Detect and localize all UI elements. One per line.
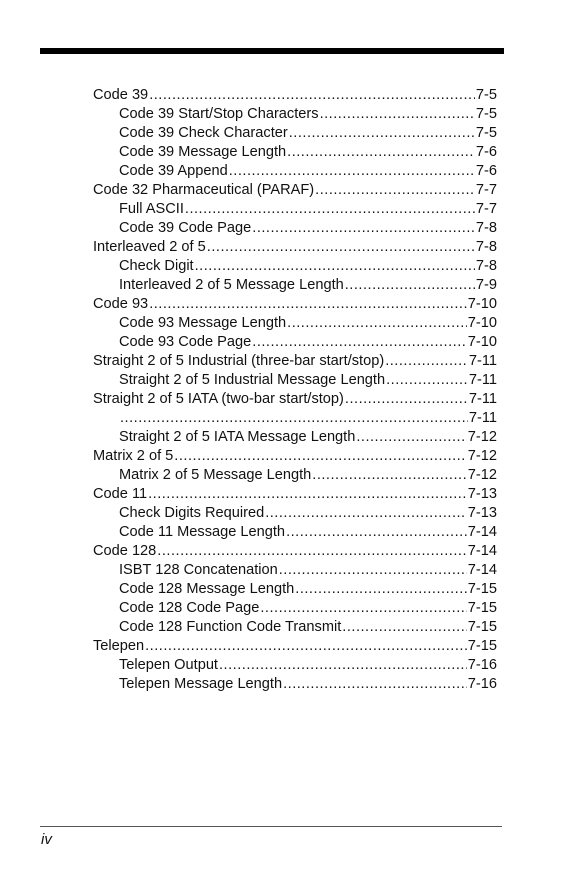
toc-entry-page: 7-16 [467,657,497,673]
toc-dot-leader [149,295,467,314]
toc-entry[interactable] [93,238,497,257]
toc-entry-title: Matrix 2 of 5 [93,448,174,464]
toc-entry-page: 7-13 [467,486,497,502]
toc-entry[interactable] [93,181,497,200]
toc-dot-leader [219,656,467,675]
toc-entry-page: 7-11 [468,391,497,407]
footer-rule [40,826,502,827]
toc-entry-title: Matrix 2 of 5 Message Length [119,467,312,483]
toc-entry[interactable] [93,105,497,124]
toc-entry-title: Code 39 [93,87,149,103]
toc-entry-page: 7-11 [468,372,497,388]
toc-dot-leader [145,637,467,656]
toc-dot-leader [295,580,467,599]
toc-entry-page: 7-14 [467,562,497,578]
toc-entry-title: Straight 2 of 5 Industrial (three-bar start/stop) [93,353,385,369]
toc-entry-title: Telepen Output [119,657,218,673]
toc-entry[interactable] [93,86,497,105]
toc-entry-page: 7-9 [475,277,497,293]
toc-dot-leader [287,143,475,162]
toc-entry[interactable] [93,276,497,295]
toc-entry-title: Straight 2 of 5 Industrial Message Length [119,372,386,388]
toc-entry-title: Code 128 [93,543,157,559]
toc-entry-page: 7-5 [475,106,497,122]
toc-entry-page: 7-15 [467,581,497,597]
toc-entry-title: Telepen Message Length [119,676,283,692]
toc-entry-page: 7-15 [467,619,497,635]
toc-dot-leader [345,390,468,409]
toc-dot-leader [345,276,475,295]
toc-entry-title: Interleaved 2 of 5 Message Length [119,277,344,293]
toc-entry-page: 7-10 [467,315,497,331]
toc-entry[interactable] [93,656,497,675]
toc-entry[interactable] [93,485,497,504]
toc-entry-page: 7-14 [467,524,497,540]
toc-entry[interactable] [93,637,497,656]
toc-entry[interactable] [93,561,497,580]
toc-entry-page: 7-5 [475,125,497,141]
toc-entry-page: 7-8 [475,220,497,236]
toc-entry[interactable] [93,428,497,447]
toc-entry-title: Straight 2 of 5 IATA Message Length [119,429,356,445]
toc-entry-title: Code 32 Pharmaceutical (PARAF) [93,182,315,198]
toc-entry[interactable] [93,333,497,352]
toc-dot-leader [279,561,467,580]
toc-entry-title: Check Digits Required [119,505,265,521]
toc-dot-leader [386,371,468,390]
toc-entry-page: 7-12 [467,448,497,464]
toc-dot-leader [289,124,475,143]
toc-entry-page: 7-15 [467,600,497,616]
toc-dot-leader [252,333,467,352]
header-rule [40,48,504,54]
toc-entry-page: 7-15 [467,638,497,654]
toc-dot-leader [356,428,466,447]
toc-dot-leader [320,105,475,124]
toc-entry[interactable] [93,352,497,371]
toc-entry[interactable] [93,466,497,485]
toc-dot-leader [312,466,467,485]
toc-entry-page: 7-16 [467,676,497,692]
toc-entry[interactable] [93,523,497,542]
table-of-contents [93,86,497,694]
toc-entry-page: 7-10 [467,334,497,350]
toc-entry-page: 7-14 [467,543,497,559]
toc-entry[interactable] [93,257,497,276]
toc-dot-leader [120,409,468,428]
toc-entry-page: 7-5 [475,87,497,103]
toc-entry-page: 7-8 [475,239,497,255]
toc-entry-page: 7-10 [467,296,497,312]
toc-entry-title: Code 39 Check Character [119,125,288,141]
toc-entry-title: Interleaved 2 of 5 [93,239,206,255]
toc-dot-leader [229,162,475,181]
toc-dot-leader [185,200,475,219]
toc-dot-leader [286,523,467,542]
toc-entry-page: 7-6 [475,163,497,179]
toc-entry-title: Straight 2 of 5 IATA (two-bar start/stop) [93,391,344,407]
toc-entry-title: ISBT 128 Concatenation [119,562,278,578]
toc-entry[interactable] [93,618,497,637]
toc-entry[interactable] [93,409,497,428]
toc-dot-leader [207,238,475,257]
toc-entry-title: Code 11 [93,486,148,502]
toc-entry-page: 7-12 [467,429,497,445]
toc-dot-leader [287,314,467,333]
toc-entry-title: Code 93 Message Length [119,315,287,331]
toc-entry[interactable] [93,200,497,219]
toc-dot-leader [148,485,467,504]
toc-entry-title: Code 128 Code Page [119,600,260,616]
toc-dot-leader [315,181,475,200]
toc-dot-leader [149,86,475,105]
toc-dot-leader [283,675,467,694]
toc-entry-title: Code 128 Function Code Transmit [119,619,342,635]
toc-dot-leader [252,219,475,238]
toc-entry-title: Code 93 Code Page [119,334,252,350]
toc-entry-title: Code 39 Code Page [119,220,252,236]
toc-entry-title: Full ASCII [119,201,184,217]
toc-entry-page: 7-13 [467,505,497,521]
toc-dot-leader [195,257,475,276]
toc-entry[interactable] [93,542,497,561]
toc-entry-page: 7-12 [467,467,497,483]
toc-entry[interactable] [93,371,497,390]
toc-dot-leader [265,504,467,523]
toc-entry-title: Telepen [93,638,145,654]
toc-entry[interactable] [93,143,497,162]
toc-entry[interactable] [93,390,497,409]
toc-entry-title: Code 39 Start/Stop Characters [119,106,319,122]
toc-entry[interactable] [93,162,497,181]
toc-entry-page: 7-7 [475,201,497,217]
toc-dot-leader [157,542,466,561]
toc-entry-title: Code 39 Message Length [119,144,287,160]
toc-entry[interactable] [93,580,497,599]
toc-entry[interactable] [93,675,497,694]
toc-dot-leader [174,447,466,466]
toc-entry-page: 7-8 [475,258,497,274]
toc-entry-page: 7-11 [468,353,497,369]
page-number: iv [41,831,52,848]
toc-dot-leader [385,352,468,371]
toc-entry-page: 7-6 [475,144,497,160]
toc-entry-title: Code 128 Message Length [119,581,295,597]
toc-entry[interactable] [93,314,497,333]
toc-dot-leader [342,618,467,637]
toc-entry-page: 7-7 [475,182,497,198]
toc-entry-page: 7-11 [468,410,497,426]
toc-entry-title: Code 11 Message Length [119,524,286,540]
toc-dot-leader [260,599,466,618]
toc-entry[interactable] [93,219,497,238]
toc-entry-title: Code 39 Append [119,163,228,179]
toc-entry[interactable] [93,504,497,523]
toc-entry[interactable] [93,295,497,314]
toc-entry[interactable] [93,447,497,466]
toc-entry[interactable] [93,599,497,618]
toc-entry-title: Check Digit [119,258,194,274]
toc-entry-title: Code 93 [93,296,149,312]
toc-entry[interactable] [93,124,497,143]
